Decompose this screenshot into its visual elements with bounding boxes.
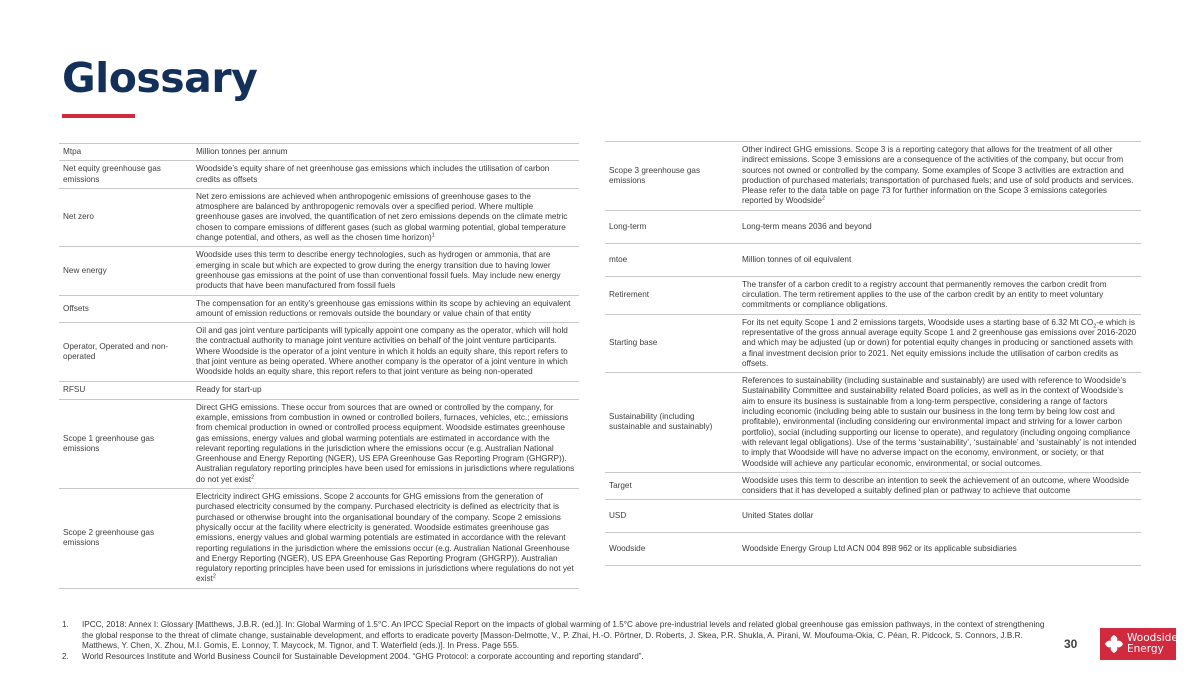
glossary-definition: Long-term means 2036 and beyond (738, 210, 1141, 243)
page-title: Glossary (62, 54, 258, 102)
title-underline (62, 114, 135, 118)
glossary-table-right (605, 141, 1141, 566)
glossary-term: Retirement (605, 276, 738, 314)
table-row (59, 323, 579, 381)
glossary-term: Net equity greenhouse gas emissions (59, 161, 192, 189)
footnote-text: World Resources Institute and World Business Council for Sustainable Development 2004. “GHG Protocol: a corporate accounting and reporting standard”. (82, 651, 644, 661)
table-row (605, 243, 1141, 276)
glossary-definition: Woodside Energy Group Ltd ACN 004 898 962 or its applicable subsidiaries (738, 533, 1141, 566)
glossary-definition: Net zero emissions are achieved when anthropogenic emissions of greenhouse gases to the atmosphere are balanced by anthropogenic removals over a specified period. Where multiple greenhouse gases are involved, the quantification of net zero emissions depends on the climate metric chosen to compare emissions of different gases (such as global warming potential, global temperature change potential, and others, as well as the chosen time horizon)$^1$ (192, 188, 579, 246)
glossary-definition: Other indirect GHG emissions. Scope 3 is a reporting category that allows for the treatment of all other indirect emissions. Scope 3 emissions are a consequence of the activities of the company, but occur from sources not owned or controlled by the company. Some examples of Scope 3 activities are extraction and production of purchased materials; transportation of purchased fuels; and use of sold products and services. Please refer to the data table on page 73 for further information on the Scope 3 emissions categories reported by Woodside$^2$ (738, 142, 1141, 211)
footnote (62, 652, 1052, 663)
glossary-term: USD (605, 500, 738, 533)
glossary-term: Long-term (605, 210, 738, 243)
table-row (605, 533, 1141, 566)
glossary-definition: Woodside uses this term to describe energy technologies, such as hydrogen or ammonia, that are emerging in scale but which are expected to grow during the energy transition due to having lower greenhouse gas emissions at the point of use than conventional fossil fuels. May include new energy products that have been manufactured from fossil fuels (192, 247, 579, 295)
table-row (59, 295, 579, 323)
table-row (605, 472, 1141, 500)
glossary-definition: Direct GHG emissions. These occur from sources that are owned or controlled by the company, for example, emissions from combustion in owned or controlled boilers, furnaces, vehicles, etc.; emissions from chemical production in owned or controlled process equipment. Woodside estimates greenhouse gas emissions, energy values and global warming potentials are estimated in accordance with the relevant reporting regulations in the jurisdiction where the emissions occur (e.g. Australian National Greenhouse and Energy Reporting (NGER), US EPA Greenhouse Gas Reporting Program (GHGRP)). Australian regulatory reporting principles have been used for emissions in jurisdictions where regulations do not yet exist$^2$ (192, 399, 579, 488)
table-row (59, 188, 579, 246)
table-row (605, 314, 1141, 372)
table-row (59, 489, 579, 589)
table-row (605, 500, 1141, 533)
glossary-definition: The compensation for an entity’s greenhouse gas emissions within its scope by achieving an equivalent amount of emission reductions or removals outside the boundary or value chain of that entity (192, 295, 579, 323)
table-row (605, 142, 1141, 211)
woodside-logo-icon (1104, 634, 1124, 654)
glossary-definition: Million tonnes per annum (192, 144, 579, 161)
table-row (605, 210, 1141, 243)
table-row (605, 373, 1141, 473)
glossary-term: New energy (59, 247, 192, 295)
table-row (605, 276, 1141, 314)
glossary-definition: Electricity indirect GHG emissions. Scope 2 accounts for GHG emissions from the generation of purchased electricity consumed by the company. Purchased electricity is defined as electricity that is purchased or otherwise brought into the organisational boundary of the company. Scope 2 emissions physically occur at the facility where electricity is generated. Woodside estimates greenhouse gas emissions, energy values and global warming potentials are estimated in accordance with the relevant reporting regulations in the jurisdiction where the emissions occur (e.g. Australian National Greenhouse and Energy Reporting (NGER), US EPA Greenhouse Gas Reporting Program (GHGRP)). Australian regulatory reporting principles have been used for emissions in jurisdictions where regulations do not yet exist$^2$ (192, 489, 579, 589)
glossary-term: Woodside (605, 533, 738, 566)
glossary-definition: For its net equity Scope 1 and 2 emissions targets, Woodside uses a starting base of 6.32 Mt $CO_2-e$ which is representative of the gross annual average equity Scope 1 and 2 greenhouse gas emissions over 2016-2020 and which may be adjusted (up or down) for potential equity changes in producing or sanctioned assets with a final investment decision prior to 2021. Net equity emissions include the utilisation of carbon credits as offsets. (738, 314, 1141, 372)
glossary-term: RFSU (59, 381, 192, 399)
page-number: 30 (1064, 637, 1078, 651)
footnotes (62, 620, 1052, 662)
glossary-term: Net zero (59, 188, 192, 246)
table-row (59, 399, 579, 488)
glossary-definition: Million tonnes of oil equivalent (738, 243, 1141, 276)
glossary-definition: Woodside uses this term to describe an intention to seek the achievement of an outcome, where Woodside considers that it has developed a suitably defined plan or pathway to achieve that outcome (738, 472, 1141, 500)
glossary-table-left (59, 143, 579, 589)
glossary-term: Offsets (59, 295, 192, 323)
glossary-term: Mtpa (59, 144, 192, 161)
footnote (62, 620, 1052, 652)
glossary-definition: References to sustainability (including sustainable and sustainably) are used with reference to Woodside’s Sustainability Committee and sustainability related Board policies, as well as in the context of Woodside’s aim to ensure its business is sustainable from a long-term perspective, considering a range of factors including economic (including being able to sustain our business in the long term by being low cost and profitable), environmental (including considering our environmental impact and striving for a lower carbon portfolio), social (including supporting our license to operate), and regulatory (including ongoing compliance with relevant legal obligations). Use of the terms ‘sustainability’, ‘sustainable’ and ‘sustainably’ is not intended to imply that Woodside will have no adverse impact on the economy, environment, or society, or that Woodside will achieve any particular economic, environmental, or social outcomes. (738, 373, 1141, 473)
table-row (59, 161, 579, 189)
glossary-definition: The transfer of a carbon credit to a registry account that permanently removes the carbon credit from circulation. The term retirement applies to the use of the carbon credit by an entity to meet voluntary commitments or compliance obligations. (738, 276, 1141, 314)
glossary-term: Scope 3 greenhouse gas emissions (605, 142, 738, 211)
glossary-definition: Ready for start-up (192, 381, 579, 399)
glossary-definition: Woodside’s equity share of net greenhouse gas emissions which includes the utilisation of carbon credits as offsets (192, 161, 579, 189)
glossary-term: Target (605, 472, 738, 500)
table-row (59, 144, 579, 161)
glossary-term: mtoe (605, 243, 738, 276)
glossary-term: Starting base (605, 314, 738, 372)
glossary-term: Sustainability (including sustainable and sustainably) (605, 373, 738, 473)
footnote-number: 2. (62, 651, 69, 661)
footnote-text: IPCC, 2018: Annex I: Glossary [Matthews, J.B.R. (ed.)]. In: Global Warming of 1.5°C. An IPCC Special Report on the impacts of global warming of 1.5°C above pre-industrial levels and related global greenhouse gas emission pathways, in the context of strengthening the global response to the threat of climate change, sustainable development, and efforts to eradicate poverty [Masson-Delmotte, V., P. Zhai, H.-O. Pörtner, D. Roberts, J. Skea, P.R. Shukla, A. Pirani, W. Moufouma-Okia, C. Péan, R. Pidcock, S. Connors, J.B.R. Matthews, Y. Chen, X. Zhou, M.I. Gomis, E. Lonnoy, T. Maycock, M. Tignor, and T. Waterfield (eds.)]. In Press. Page 555. (82, 620, 1045, 651)
logo-line-1: Woodside (1127, 632, 1178, 644)
glossary-term: Scope 2 greenhouse gas emissions (59, 489, 192, 589)
glossary-term: Operator, Operated and non-operated (59, 323, 192, 381)
glossary-term: Scope 1 greenhouse gas emissions (59, 399, 192, 488)
table-row (59, 381, 579, 399)
footnote-number: 1. (62, 620, 69, 629)
glossary-definition: Oil and gas joint venture participants will typically appoint one company as the operator, which will hold the contractual authority to manage joint venture activities on behalf of the joint venture participants. Where Woodside is the operator of a joint venture in which it holds an equity share, this report refers to that joint venture as being operated. Where another company is the operator of a joint venture in which Woodside holds an equity share, this report refers to that joint venture as being non-operated (192, 323, 579, 381)
glossary-definition: United States dollar (738, 500, 1141, 533)
logo-wordmark (1127, 633, 1178, 655)
woodside-energy-logo (1100, 628, 1176, 660)
logo-line-2: Energy (1127, 643, 1164, 655)
table-row (59, 247, 579, 295)
